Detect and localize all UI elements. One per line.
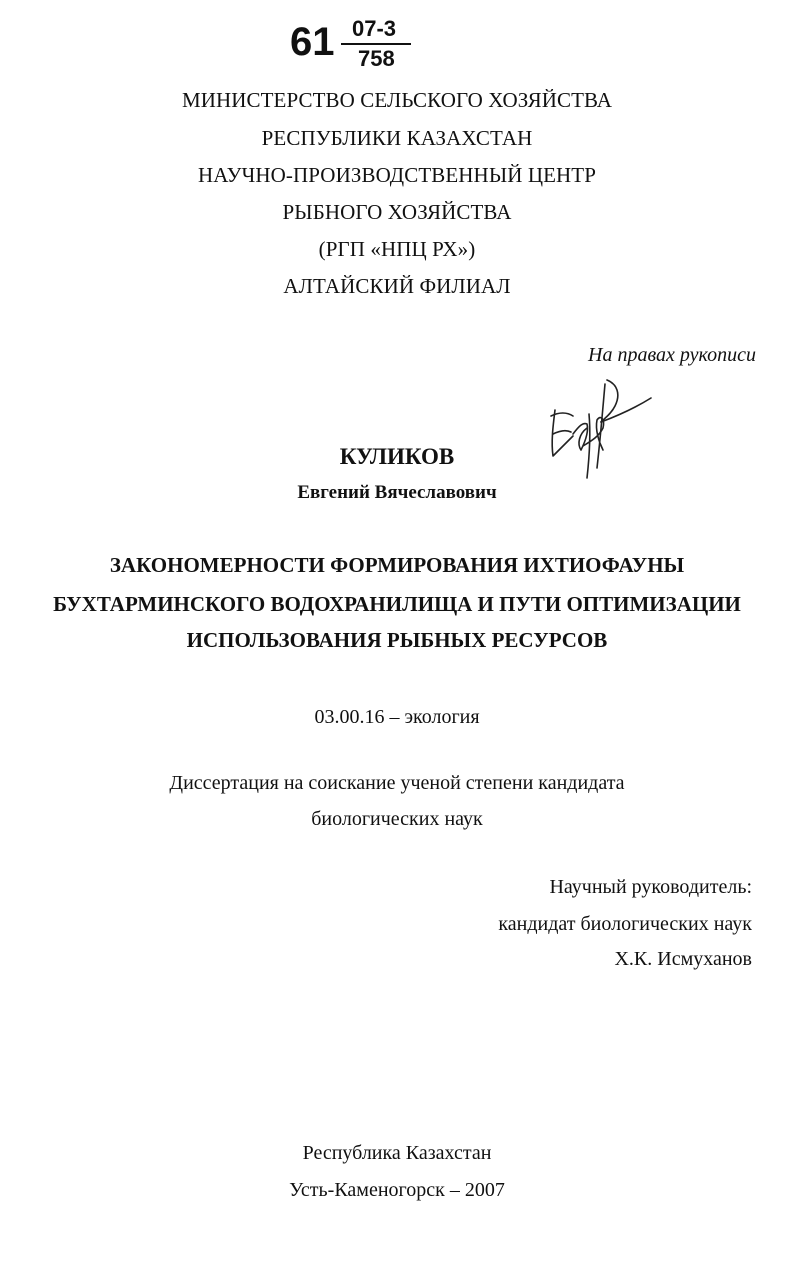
institution-line-republic: РЕСПУБЛИКИ КАЗАХСТАН bbox=[261, 126, 533, 150]
specialty-code: 03.00.16 – экология bbox=[314, 706, 480, 728]
institution-line-fisheries: РЫБНОГО ХОЗЯЙСТВА bbox=[282, 200, 512, 224]
title-line-3: ИСПОЛЬЗОВАНИЯ РЫБНЫХ РЕСУРСОВ bbox=[186, 628, 608, 652]
institution-line-center: НАУЧНО-ПРОИЗВОДСТВЕННЫЙ ЦЕНТР bbox=[197, 163, 597, 187]
author-given-names: Евгений Вячеславович bbox=[297, 482, 497, 503]
archive-code-divider bbox=[341, 43, 411, 45]
institution-line-ministry: МИНИСТЕРСТВО СЕЛЬСКОГО ХОЗЯЙСТВА bbox=[181, 88, 613, 112]
supervisor-label: Научный руководитель: bbox=[549, 876, 752, 898]
degree-line-2: биологических наук bbox=[311, 808, 483, 830]
place-city-year: Усть-Каменогорск – 2007 bbox=[289, 1179, 505, 1201]
place-country: Республика Казахстан bbox=[302, 1142, 492, 1164]
author-surname: КУЛИКОВ bbox=[339, 444, 455, 469]
archive-code-numerator: 07-3 bbox=[352, 16, 397, 41]
institution-line-abbreviation: (РГП «НПЦ РХ») bbox=[318, 237, 476, 261]
institution-line-branch: АЛТАЙСКИЙ ФИЛИАЛ bbox=[283, 274, 511, 298]
title-line-2: БУХТАРМИНСКОГО ВОДОХРАНИЛИЩА И ПУТИ ОПТИМИЗАЦИИ bbox=[53, 592, 741, 616]
supervisor-name: Х.К. Исмуханов bbox=[614, 948, 752, 970]
archive-code-main: 61 bbox=[290, 20, 335, 64]
supervisor-degree: кандидат биологических наук bbox=[498, 913, 752, 935]
manuscript-note: На правах рукописи bbox=[588, 344, 756, 366]
archive-code-denominator: 758 bbox=[358, 46, 395, 71]
title-line-1: ЗАКОНОМЕРНОСТИ ФОРМИРОВАНИЯ ИХТИОФАУНЫ bbox=[109, 553, 685, 577]
degree-line-1: Диссертация на соискание ученой степени кандидата bbox=[169, 772, 625, 794]
